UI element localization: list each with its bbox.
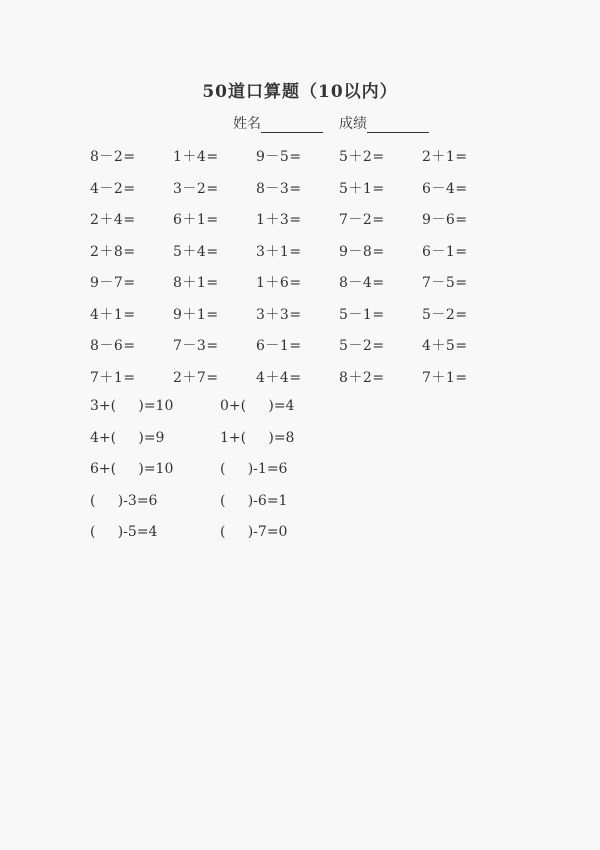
problem: 9－8= (339, 243, 385, 260)
problem: 8－4= (339, 275, 385, 291)
fill-problem: 4+( )=9 (90, 429, 165, 446)
problem: 6－4= (422, 180, 468, 197)
fill-row (90, 398, 350, 430)
problem: 5－1= (339, 306, 385, 323)
fill-row (90, 430, 350, 462)
problem-row (90, 209, 505, 241)
problem: 3＋3= (256, 306, 302, 323)
score-blank (367, 118, 429, 133)
problem: 2＋8= (90, 243, 136, 260)
fill-problem: 0+( )=4 (220, 398, 295, 414)
problem: 4＋4= (256, 369, 302, 386)
problem-row (90, 241, 505, 273)
fill-problem: ( )-6=1 (220, 492, 288, 509)
score-label: 成绩 (339, 116, 367, 132)
problem-row (90, 272, 505, 304)
problem: 4＋1= (90, 306, 136, 323)
problem: 2＋1= (422, 149, 468, 165)
problem: 2＋4= (90, 212, 136, 228)
problem-row (90, 304, 505, 336)
fill-problem: 3+( )=10 (90, 398, 174, 414)
problem: 1＋4= (173, 149, 219, 165)
problem: 1＋6= (256, 275, 302, 291)
student-info (233, 113, 429, 133)
name-blank (261, 118, 323, 133)
problem: 8－2= (90, 149, 136, 165)
problem: 6＋1= (173, 212, 219, 228)
problem-row (90, 146, 505, 178)
fill-row (90, 493, 350, 525)
problem: 1＋3= (256, 212, 302, 228)
fill-row (90, 461, 350, 493)
problem-row (90, 367, 505, 399)
problem: 7－2= (339, 212, 385, 228)
fill-in-problems (90, 398, 350, 556)
arithmetic-problems (90, 146, 505, 398)
problem: 7＋1= (90, 369, 136, 386)
problem: 8＋2= (339, 369, 385, 386)
name-label: 姓名 (233, 116, 261, 132)
problem: 6－1= (422, 243, 468, 260)
problem: 9－7= (90, 275, 136, 291)
fill-problem: ( )-3=6 (90, 492, 158, 509)
fill-problem: ( )-5=4 (90, 524, 158, 540)
problem: 8－6= (90, 338, 136, 354)
problem: 9－5= (256, 149, 302, 165)
fill-problem: ( )-7=0 (220, 524, 288, 540)
fill-problem: 6+( )=10 (90, 461, 174, 477)
problem: 5＋2= (339, 149, 385, 165)
problem: 4＋5= (422, 338, 468, 354)
fill-problem: ( )-1=6 (220, 461, 288, 477)
problem: 9－6= (422, 212, 468, 228)
problem: 9＋1= (173, 306, 219, 323)
problem: 5－2= (422, 306, 468, 323)
problem: 2＋7= (173, 369, 219, 386)
problem: 5＋1= (339, 180, 385, 197)
problem: 5－2= (339, 338, 385, 354)
problem: 3－2= (173, 180, 219, 197)
problem: 4－2= (90, 180, 136, 197)
problem: 7－5= (422, 275, 468, 291)
problem: 6－1= (256, 338, 302, 354)
problem-row (90, 178, 505, 210)
fill-problem: 1+( )=8 (220, 429, 295, 446)
page-title: 50道口算题（10以内） (202, 82, 398, 102)
problem-row (90, 335, 505, 367)
problem: 7＋1= (422, 369, 468, 386)
problem: 8＋1= (173, 275, 219, 291)
fill-row (90, 524, 350, 556)
problem: 8－3= (256, 180, 302, 197)
problem: 5＋4= (173, 243, 219, 260)
problem: 7－3= (173, 338, 219, 354)
problem: 3＋1= (256, 243, 302, 260)
